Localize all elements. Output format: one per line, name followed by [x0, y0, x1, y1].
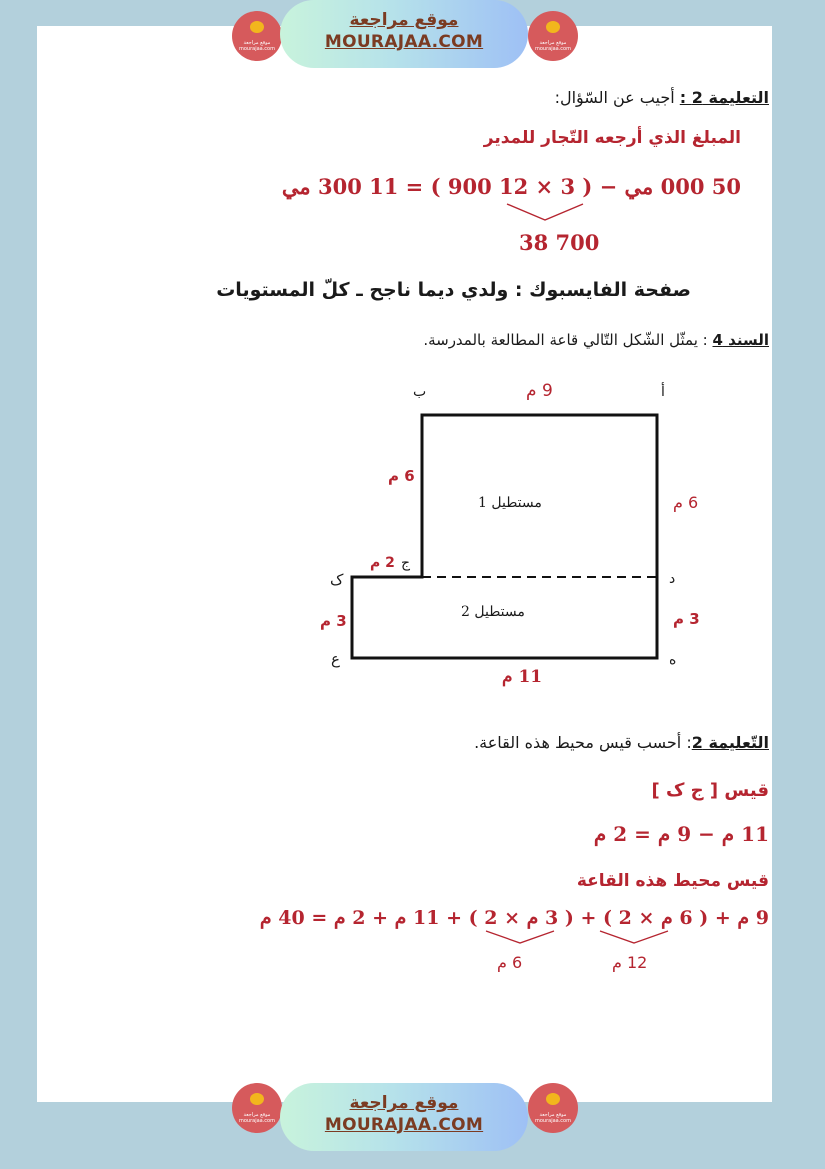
instruction-1: [555, 88, 769, 107]
support-text: : يمثّل الشّكل التّالي قاعة المطالعة بالمدرسة.: [423, 331, 713, 349]
instruction-2-text: : أحسب قيس محيط هذه القاعة.: [474, 733, 692, 752]
sub-result: 38 700: [519, 230, 600, 255]
reading-room-figure: [300, 380, 720, 700]
dim-bottom: 11 م: [502, 667, 543, 687]
logo-icon: [250, 21, 264, 33]
logo-right[interactable]: [528, 11, 578, 61]
money-equation: 50 000 مي − ( 3 × 12 900 ) = 11 300 مي: [281, 174, 741, 199]
vertex-k: ک: [330, 571, 344, 589]
instruction-2: [474, 733, 769, 752]
logo-caption-en: mourajaa.com: [238, 1118, 275, 1124]
logo-left[interactable]: [232, 11, 282, 61]
dim-lower-right: 3 م: [673, 610, 700, 628]
footer-brand-name-ar[interactable]: موقع مراجعة: [349, 1093, 459, 1113]
footer-banner[interactable]: [280, 1083, 528, 1151]
answer-title: المبلغ الذي أرجعه التّجار للمدير: [483, 128, 741, 148]
logo-caption-ar: موقع مراجعة: [539, 1112, 567, 1118]
perimeter-calc: 9 م + ( 6 م × 2 ) + ( 3 م × 2 ) + 11 م + 2 م = 40 م: [259, 907, 769, 929]
rect1-label: مستطيل 1: [478, 495, 542, 511]
vertex-d: د: [669, 571, 676, 587]
perimeter-title: قيس محيط هذه القاعة: [576, 871, 769, 891]
logo-caption-en: mourajaa.com: [534, 46, 571, 52]
vertex-j: ج: [401, 555, 411, 571]
dim-upper-left: 6 م: [388, 467, 415, 485]
footer-brand-name-en[interactable]: MOURAJAA.COM: [324, 1115, 484, 1135]
instruction-1-text: أجيب عن السّؤال:: [554, 88, 675, 107]
logo-caption-en: mourajaa.com: [238, 46, 275, 52]
logo-caption-ar: موقع مراجعة: [539, 40, 567, 46]
sub-result-12: 12 م: [612, 953, 648, 972]
footer-logo-right[interactable]: [528, 1083, 578, 1133]
brand-name-en[interactable]: MOURAJAA.COM: [324, 32, 484, 52]
logo-icon: [546, 1093, 560, 1105]
logo-caption-en: mourajaa.com: [534, 1118, 571, 1124]
dim-step: 2 م: [370, 555, 395, 571]
sub-result-6: 6 م: [497, 953, 523, 972]
vertex-h: ه: [669, 652, 677, 668]
dim-top: 9 م: [526, 381, 553, 401]
brand-name-ar[interactable]: موقع مراجعة: [349, 10, 459, 30]
instruction-2-label: التّعليمة 2: [691, 733, 769, 752]
logo-icon: [546, 21, 560, 33]
rect2-label: مستطيل 2: [461, 604, 525, 620]
underbrace-icon: [505, 200, 585, 224]
segment-calc: 11 م − 9 م = 2 م: [593, 822, 769, 846]
logo-caption-ar: موقع مراجعة: [243, 1112, 271, 1118]
dim-upper-right: 6 م: [673, 493, 699, 512]
underbrace-icon: [598, 928, 670, 948]
support-label: السند 4: [712, 331, 769, 349]
facebook-line: صفحة الفايسبوك : ولدي ديما ناجح ـ كلّ المستويات: [216, 279, 691, 301]
logo-caption-ar: موقع مراجعة: [243, 40, 271, 46]
logo-icon: [250, 1093, 264, 1105]
segment-title: قيس [ ج ک ]: [651, 780, 769, 801]
support-4: [423, 331, 769, 349]
footer-logo-left[interactable]: [232, 1083, 282, 1133]
vertex-a: أ: [661, 384, 665, 400]
underbrace-icon: [484, 928, 556, 948]
vertex-b: ب: [413, 384, 427, 400]
header-banner[interactable]: [280, 0, 528, 68]
dim-lower-left: 3 م: [320, 612, 347, 630]
instruction-1-label: التعليمة 2 :: [679, 88, 769, 107]
vertex-ain: ع: [331, 650, 340, 668]
